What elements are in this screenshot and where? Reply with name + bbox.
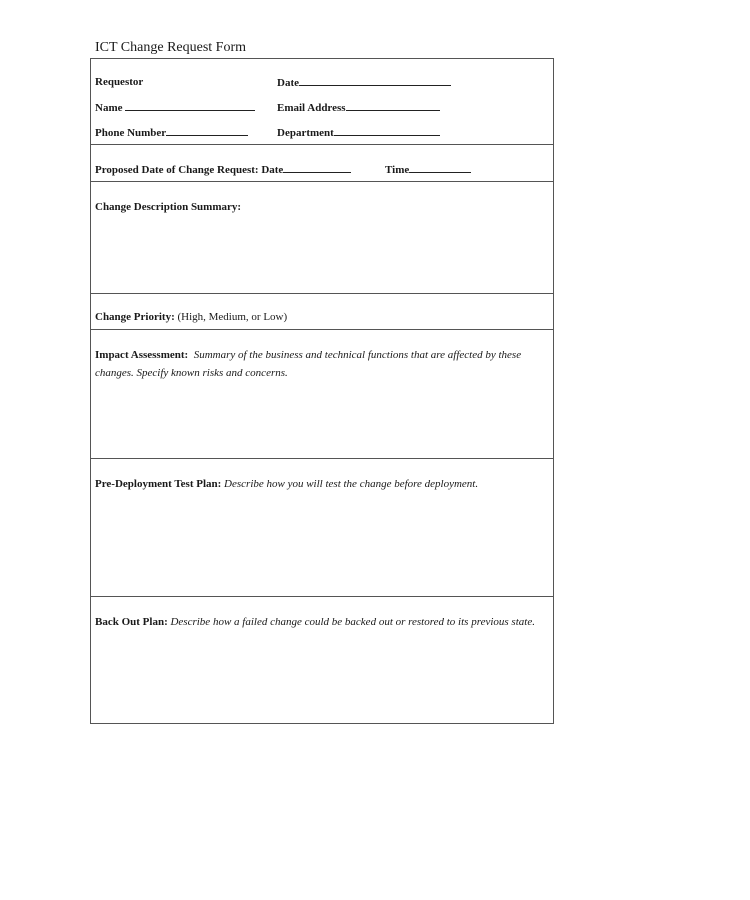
test-plan-section[interactable] (91, 459, 553, 597)
department-field[interactable] (277, 125, 440, 140)
phone-label: Phone Number (95, 127, 167, 139)
back-out-plan-text (95, 613, 547, 631)
proposed-time-label: Time (385, 164, 410, 176)
proposed-date-blank[interactable] (283, 162, 351, 173)
proposed-date-section (91, 145, 553, 182)
email-label: Email Address (277, 102, 346, 114)
test-plan-label: Pre-Deployment Test Plan: (95, 478, 222, 490)
test-plan-text (95, 475, 547, 493)
proposed-time-field[interactable] (385, 162, 471, 177)
form-title: ICT Change Request Form (95, 40, 247, 55)
change-request-form (90, 58, 554, 724)
date-field[interactable] (277, 75, 451, 90)
change-priority-label: Change Priority: (95, 311, 175, 323)
name-label: Name (95, 102, 123, 114)
email-blank[interactable] (346, 100, 440, 111)
impact-assessment-label: Impact Assessment: (95, 349, 189, 361)
impact-assessment-text (95, 346, 547, 382)
requestor-label: Requestor (95, 76, 144, 88)
department-blank[interactable] (334, 125, 440, 136)
phone-field[interactable] (95, 125, 248, 140)
department-label: Department (277, 127, 334, 139)
requestor-heading (95, 75, 143, 89)
proposed-date-label: Proposed Date of Change Request: Date (95, 164, 284, 176)
name-field[interactable] (95, 100, 255, 115)
date-blank[interactable] (299, 75, 451, 86)
back-out-plan-description: Describe how a failed change could be backed out or restored to its previous state. (170, 616, 535, 628)
back-out-plan-label: Back Out Plan: (95, 616, 168, 628)
date-label: Date (277, 77, 299, 89)
phone-blank[interactable] (166, 125, 248, 136)
proposed-time-blank[interactable] (409, 162, 471, 173)
change-priority-options: (High, Medium, or Low) (174, 311, 288, 323)
email-field[interactable] (277, 100, 440, 115)
change-summary-heading (95, 198, 547, 216)
test-plan-description: Describe how you will test the change before deployment. (224, 478, 479, 490)
impact-assessment-section[interactable] (91, 330, 553, 459)
change-priority-section[interactable] (91, 294, 553, 330)
change-summary-section[interactable] (91, 182, 553, 294)
name-blank[interactable] (125, 100, 255, 111)
requestor-section (91, 59, 553, 145)
proposed-date-field[interactable] (95, 162, 351, 177)
impact-assessment-description: Summary of the business and technical functions that are affected by these changes. Specify known risks and concerns. (95, 349, 522, 379)
change-summary-label: Change Description Summary: (95, 201, 242, 213)
change-priority-text (95, 308, 547, 326)
back-out-plan-section[interactable] (91, 597, 553, 723)
